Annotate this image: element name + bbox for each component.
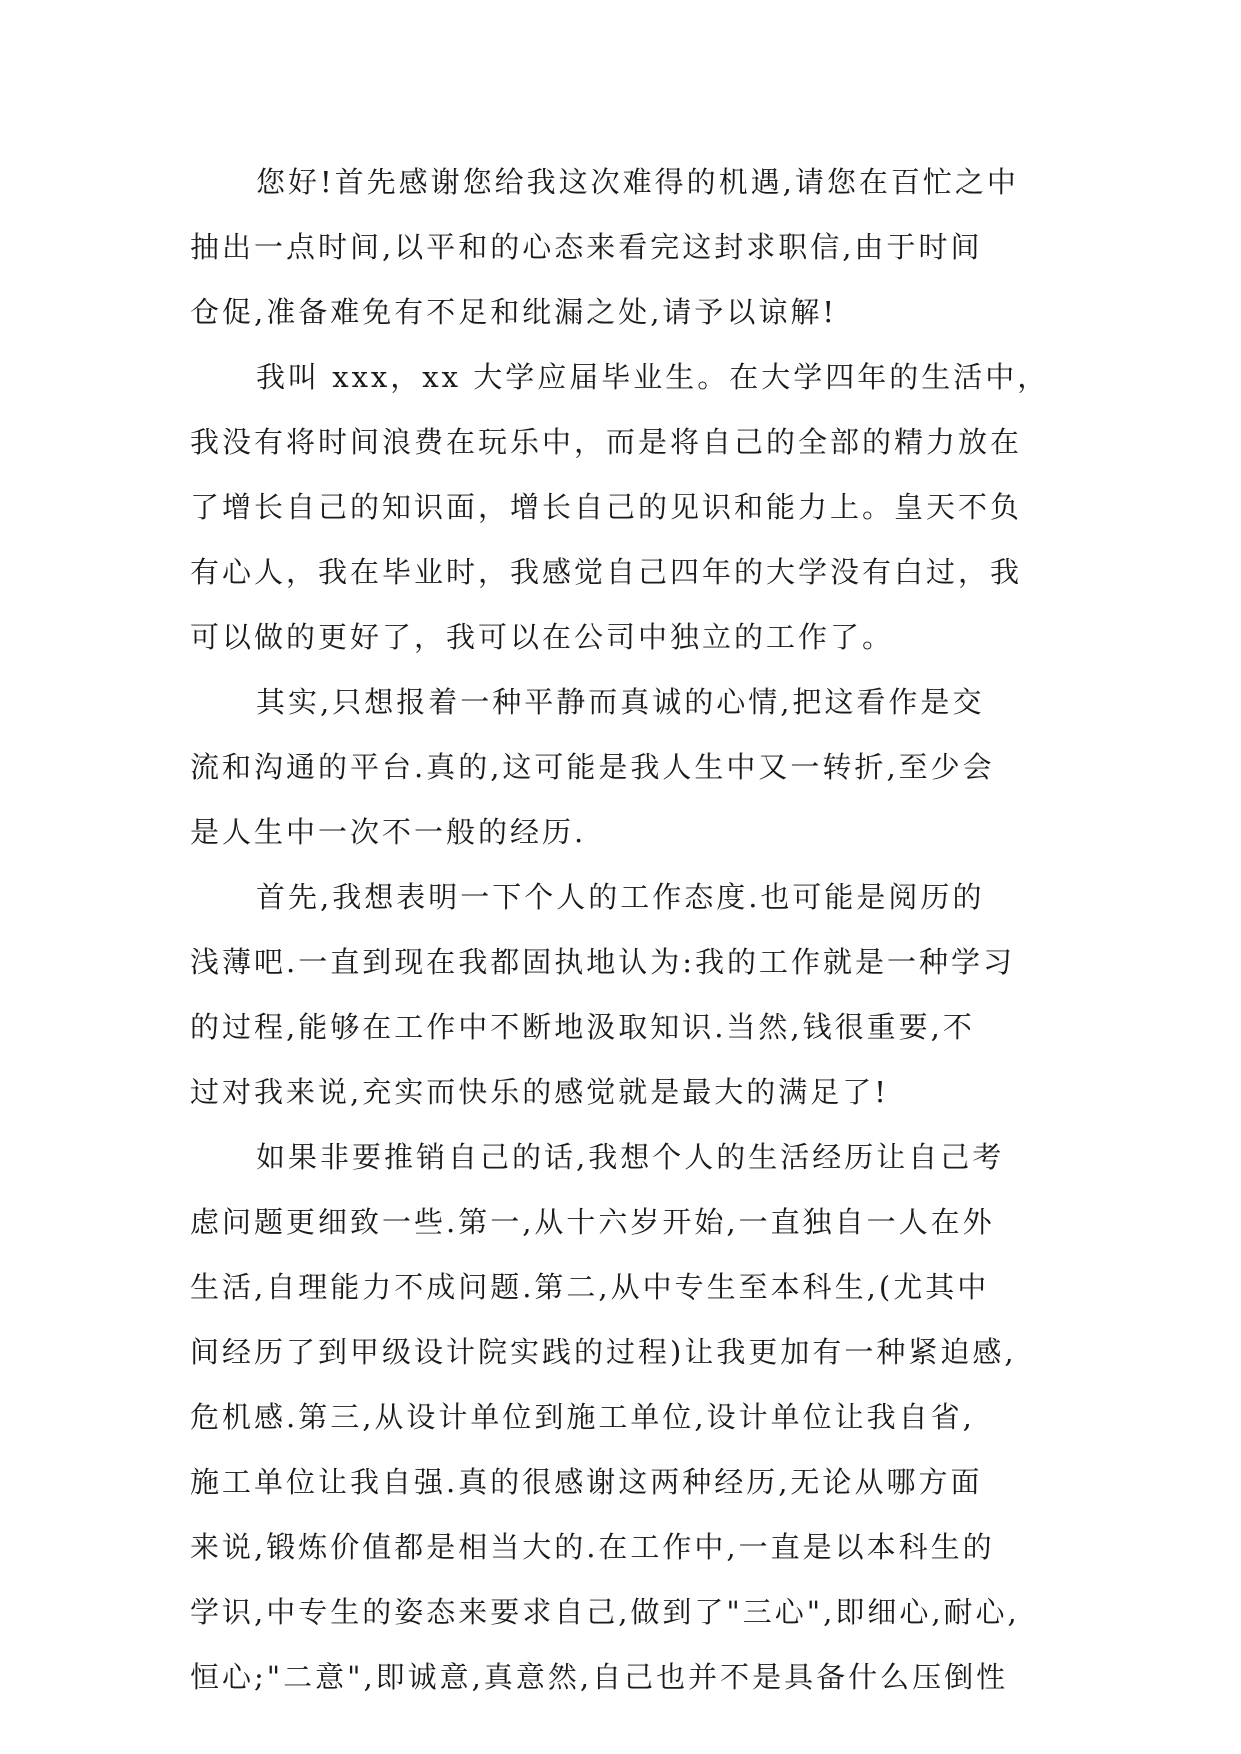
paragraph-greeting (190, 150, 1070, 345)
text-line: 间经历了到甲级设计院实践的过程)让我更加有一种紧迫感, (190, 1335, 1017, 1369)
text-line: 是人生中一次不一般的经历. (190, 815, 587, 849)
paragraph-work-attitude (190, 865, 1070, 1125)
text-line: 来说,锻炼价值都是相当大的.在工作中,一直是以本科生的 (190, 1530, 995, 1564)
paragraph-experience (190, 1125, 1070, 1710)
text-line: 我没有将时间浪费在玩乐中，而是将自己的全部的精力放在 (190, 425, 1023, 459)
text-line: 浅薄吧.一直到现在我都固执地认为:我的工作就是一种学习 (190, 945, 1015, 979)
text-line: 危机感.第三,从设计单位到施工单位,设计单位让我自省, (190, 1400, 975, 1434)
text-line: 抽出一点时间,以平和的心态来看完这封求职信,由于时间 (190, 230, 983, 264)
text-line: 生活,自理能力不成问题.第二,从中专生至本科生,(尤其中 (190, 1270, 990, 1304)
paragraph-sincerity (190, 670, 1070, 865)
text-line: 过对我来说,充实而快乐的感觉就是最大的满足了! (190, 1075, 889, 1109)
text-line: 可以做的更好了，我可以在公司中独立的工作了。 (190, 620, 895, 654)
text-line: 首先,我想表明一下个人的工作态度.也可能是阅历的 (256, 880, 985, 914)
paragraph-introduction (190, 345, 1070, 670)
text-line: 施工单位让我自强.真的很感谢这两种经历,无论从哪方面 (190, 1465, 983, 1499)
text-line: 您好!首先感谢您给我这次难得的机遇,请您在百忙之中 (256, 165, 1019, 199)
text-line: 了增长自己的知识面，增长自己的见识和能力上。皇天不负 (190, 490, 1023, 524)
text-line: 如果非要推销自己的话,我想个人的生活经历让自己考 (256, 1140, 1005, 1174)
text-line: 的过程,能够在工作中不断地汲取知识.当然,钱很重要,不 (190, 1010, 975, 1044)
text-line: 流和沟通的平台.真的,这可能是我人生中又一转折,至少会 (190, 750, 995, 784)
text-line: 仓促,准备难免有不足和纰漏之处,请予以谅解! (190, 295, 838, 329)
document-page (190, 150, 1070, 1710)
text-line: 虑问题更细致一些.第一,从十六岁开始,一直独自一人在外 (190, 1205, 995, 1239)
text-line: 学识,中专生的姿态来要求自己,做到了"三心",即细心,耐心, (190, 1595, 1020, 1629)
text-line: 我叫 xxx，xx 大学应届毕业生。在大学四年的生活中， (256, 360, 1050, 394)
text-line: 有心人，我在毕业时，我感觉自己四年的大学没有白过，我 (190, 555, 1023, 589)
text-line: 恒心;"二意",即诚意,真意然,自己也并不是具备什么压倒性 (190, 1660, 1009, 1694)
text-line: 其实,只想报着一种平静而真诚的心情,把这看作是交 (256, 685, 985, 719)
